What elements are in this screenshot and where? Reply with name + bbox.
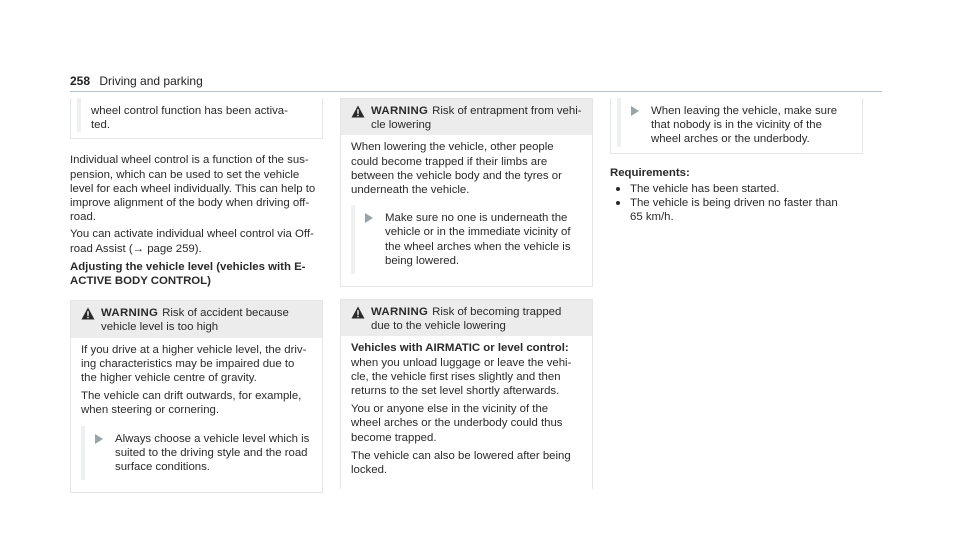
continuation-line-1: wheel control function has been activa‐ <box>91 105 288 117</box>
bullet-dot-icon <box>616 187 620 191</box>
text-line: ing characteristics may be impaired due to <box>81 357 295 370</box>
section-title: Driving and parking <box>99 74 203 88</box>
page-reference-link[interactable]: road Assist (→ page 259). <box>70 242 202 255</box>
offroad-assist-paragraph <box>70 227 323 255</box>
warning-title-line: cle lowering <box>371 119 432 132</box>
warning-title <box>371 104 582 132</box>
warning-triangle-icon <box>351 306 365 319</box>
header-rule <box>70 91 882 92</box>
warning-box-entrapment <box>340 98 593 287</box>
requirement-item <box>616 196 863 224</box>
intro-paragraph <box>70 153 323 224</box>
warning-box-accident <box>70 300 323 493</box>
step-arrow-icon <box>95 434 103 444</box>
continued-step-box <box>610 98 863 154</box>
action-step <box>81 426 312 481</box>
text-line: could become trapped if their limbs are <box>351 155 548 168</box>
text-line: road. <box>70 211 96 224</box>
page-header <box>70 74 203 88</box>
text-line: suited to the driving style and the road <box>115 446 308 459</box>
text-line: vehicle or in the immediate vicinity of <box>385 226 571 239</box>
text-line: cle, the vehicle first rises slightly and then <box>351 370 561 383</box>
text-line: improve alignment of the body when driving off- <box>70 197 310 210</box>
text-line: underneath the vehicle. <box>351 184 470 197</box>
page-number: 258 <box>70 74 91 88</box>
text-line: When leaving the vehicle, make sure <box>651 105 838 117</box>
text-line: the wheel arches when the vehicle is <box>385 240 571 253</box>
warning-header <box>71 301 322 337</box>
warning-triangle-icon <box>81 307 95 320</box>
action-step <box>351 205 582 274</box>
text-line: become trapped. <box>351 431 437 444</box>
warning-word: WARNING <box>101 307 159 320</box>
warning-title-line: Risk of becoming trapped <box>432 306 562 319</box>
text-line: You can activate individual wheel control via Off- <box>70 228 314 241</box>
text-line: when steering or cornering. <box>81 404 220 417</box>
continued-step-box <box>70 98 323 139</box>
text-line: being lowered. <box>385 254 460 267</box>
text-line: Always choose a vehicle level which is <box>115 432 310 445</box>
text-line: Individual wheel control is a function of the sus‐ <box>70 154 309 167</box>
text-line: When lowering the vehicle, other people <box>351 141 554 154</box>
heading-line: ACTIVE BODY CONTROL) <box>70 275 211 288</box>
text-line: If you drive at a higher vehicle level, the driv‐ <box>81 343 307 356</box>
requirement-item <box>616 182 863 196</box>
text-line: 65 km/h. <box>630 211 674 224</box>
text-line: You or anyone else in the vicinity of the <box>351 403 549 416</box>
warning-body <box>71 338 322 493</box>
text-line: wheel arches or the underbody could thus <box>351 417 563 430</box>
text-line: surface conditions. <box>115 461 210 474</box>
text-line: The vehicle is being driven no faster than <box>630 197 838 210</box>
text-line: The vehicle has been started. <box>630 182 780 195</box>
text-line: the higher vehicle centre of gravity. <box>81 372 257 385</box>
column-1 <box>70 98 323 493</box>
text-line: level for each wheel individually. This can help to <box>70 182 316 195</box>
section-heading <box>70 260 323 288</box>
text-line: locked. <box>351 464 388 477</box>
warning-title-line: Risk of entrapment from vehi‐ <box>432 105 582 117</box>
warning-subheading: Vehicles with AIRMATIC or level control: <box>351 342 569 355</box>
bullet-dot-icon <box>616 201 620 205</box>
warning-title <box>371 305 561 333</box>
text-line: when you unload luggage or leave the vehi‐ <box>351 356 572 369</box>
requirements-heading: Requirements: <box>610 166 690 179</box>
warning-word: WARNING <box>371 105 429 117</box>
text-line: between the vehicle body and the tyres or <box>351 169 562 182</box>
step-arrow-icon <box>365 213 373 223</box>
column-2 <box>340 98 593 489</box>
text-line: The vehicle can also be lowered after being <box>351 449 571 462</box>
text-line: wheel arches or the underbody. <box>651 133 810 146</box>
warning-word: WARNING <box>371 306 429 319</box>
warning-header <box>341 300 592 336</box>
warning-title <box>101 306 289 334</box>
continuation-line-2: ted. <box>91 119 110 132</box>
text-line: Make sure no one is underneath the <box>385 212 568 225</box>
text-line: pension, which can be used to set the vehicle <box>70 168 300 181</box>
column-3 <box>610 98 863 224</box>
warning-body <box>341 135 592 286</box>
warning-triangle-icon <box>351 105 365 118</box>
heading-line: Adjusting the vehicle level (vehicles with E- <box>70 260 306 273</box>
text-line: returns to the set level shortly afterwards. <box>351 385 560 398</box>
warning-title-line: Risk of accident because <box>162 307 289 320</box>
warning-body <box>341 336 592 489</box>
warning-title-line: due to the vehicle lowering <box>371 320 506 333</box>
warning-header <box>341 99 592 135</box>
text-line: that nobody is in the vicinity of the <box>651 119 822 132</box>
warning-box-trapped <box>340 299 593 489</box>
text-line: The vehicle can drift outwards, for example, <box>81 390 302 403</box>
step-arrow-icon <box>631 106 639 116</box>
warning-title-line: vehicle level is too high <box>101 321 219 334</box>
